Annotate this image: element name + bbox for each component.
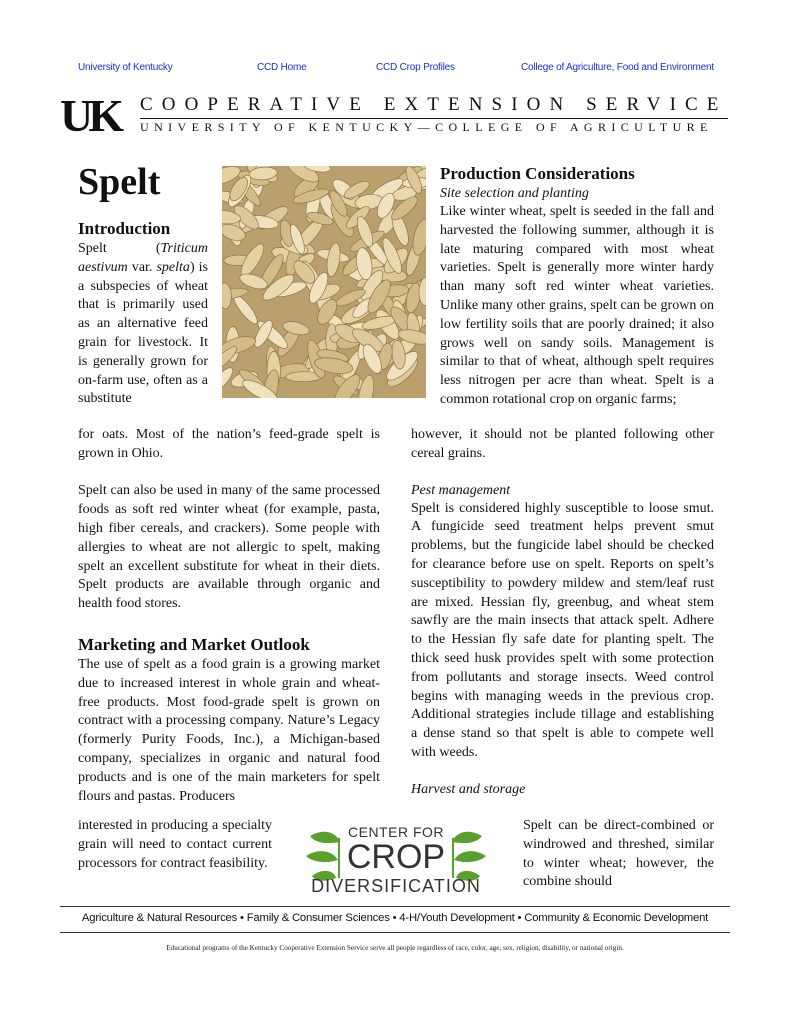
right-column (411, 426, 714, 799)
left-column (78, 426, 380, 806)
harvest-paragraph: Spelt can be direct-combined or windrowed and threshed, similar to winter wheat; however, the combine should (523, 818, 714, 890)
masthead (60, 92, 730, 140)
marketing-heading: Marketing and Market Outlook (78, 634, 310, 654)
harvest-storage-subheading: Harvest and storage (411, 781, 526, 797)
site-selection-paragraph: Like winter wheat, spelt is seeded in the fall and harvested the following summer, although it is late maturing compared with most wheat varieties. Spelt is generally more winter hardy than many soft red winter wheat varieties. Unlike many other grains, spelt can be grown on low fertility soils that are poorly drained; it also grows well on sandy soils. Management is similar to that of wheat, although spelt requires less nitrogen per acre than wheat. Spelt is a common rotational crop on organic farms; (440, 204, 714, 407)
link-ccd-home[interactable]: CCD Home (257, 62, 307, 73)
top-links (0, 62, 791, 78)
marketing-section-narrow (78, 817, 272, 873)
intro-paragraph-2: Spelt can also be used in many of the same processed foods as soft red winter wheat (for example, pasta, high fiber cereals, and crackers). Some people with allergies to wheat are not allergic to spelt, making spelt an excellent substitute for wheat in their diets. Spelt products are available through organic and health food stores. (78, 483, 380, 612)
harvest-section-narrow (523, 817, 714, 892)
intro-section-narrow (78, 218, 208, 409)
footer-rule-bottom (60, 932, 730, 933)
site-selection-paragraph-continued: however, it should not be planted following other cereal grains. (411, 427, 714, 461)
footer-rule-top (60, 906, 730, 907)
intro-paragraph-1: Spelt (Triticum aestivum var. spelta) is a subspecies of wheat that is primarily used as an alternative feed grain for livestock. It is generally grown for on-farm use, often as a substitute (78, 241, 208, 407)
production-heading: Production Considerations (440, 164, 635, 183)
marketing-paragraph-continued: interested in producing a specialty grain will need to contact current processors for contract feasibility. (78, 818, 272, 871)
ccd-logo-line-3: DIVERSIFICATION (311, 876, 481, 896)
intro-heading: Introduction (78, 219, 171, 238)
ccd-logo-line-1: CENTER FOR (348, 824, 444, 840)
footer-eeo-statement: Educational programs of the Kentucky Cooperative Extension Service serve all people regardless of race, color, age, sex, religion, disability, or national origin. (166, 944, 624, 952)
ccd-logo (300, 822, 492, 898)
marketing-paragraph: The use of spelt as a food grain is a growing market due to increased interest in whole grain and wheat-free products. Most food-grade spelt is grown on contract with a processing company. Nature’s Legacy (formerly Purity Foods, Inc.), a Michigan-based company, specializes in organic and natural food products and is one of the main marketers for spelt flours and pastas. Producers (78, 656, 380, 804)
link-ccd-crop-profiles[interactable]: CCD Crop Profiles (376, 62, 455, 73)
masthead-rule (140, 118, 728, 119)
intro-paragraph-1-continued: for oats. Most of the nation’s feed-grade spelt is grown in Ohio. (78, 427, 380, 461)
masthead-subtitle: UNIVERSITY OF KENTUCKY—COLLEGE OF AGRICULTURE (140, 120, 713, 134)
grain-image (222, 166, 426, 398)
production-section-narrow (440, 163, 714, 410)
ccd-logo-line-2: CROP (346, 838, 446, 876)
footer-program-areas: Agriculture & Natural Resources • Family & Consumer Sciences • 4-H/Youth Development • Community & Economic Development (81, 912, 709, 924)
link-college-of-agriculture[interactable]: College of Agriculture, Food and Environment (521, 62, 714, 73)
pest-management-subheading: Pest management (411, 482, 511, 498)
page-title: Spelt (78, 161, 161, 203)
spelt-grain-photo (222, 166, 426, 398)
masthead-title: COOPERATIVE EXTENSION SERVICE (140, 94, 728, 115)
uk-logo: UK (60, 90, 119, 141)
site-selection-subheading: Site selection and planting (440, 186, 589, 201)
link-university-of-kentucky[interactable]: University of Kentucky (78, 62, 173, 73)
pest-management-paragraph: Spelt is considered highly susceptible to loose smut. A fungicide seed treatment helps prevent smut problems, but the fungicide label should be checked for clearance before use on spelt. Reports on spelt’s susceptibility to powdery mildew and stem/leaf rust are mixed. Hessian fly, greenbug, and wheat stem sawfly are the main insects that attack spelt. Adhere to the Hessian fly safe date for planting spelt. The thick seed husk provides spelt with some protection from pollutants and storage insects. Weed control begins with managing weeds in the previous crop. Additional strategies include tillage and establishing a dense stand so that spelt is able to compete well with weeds. (411, 500, 714, 760)
